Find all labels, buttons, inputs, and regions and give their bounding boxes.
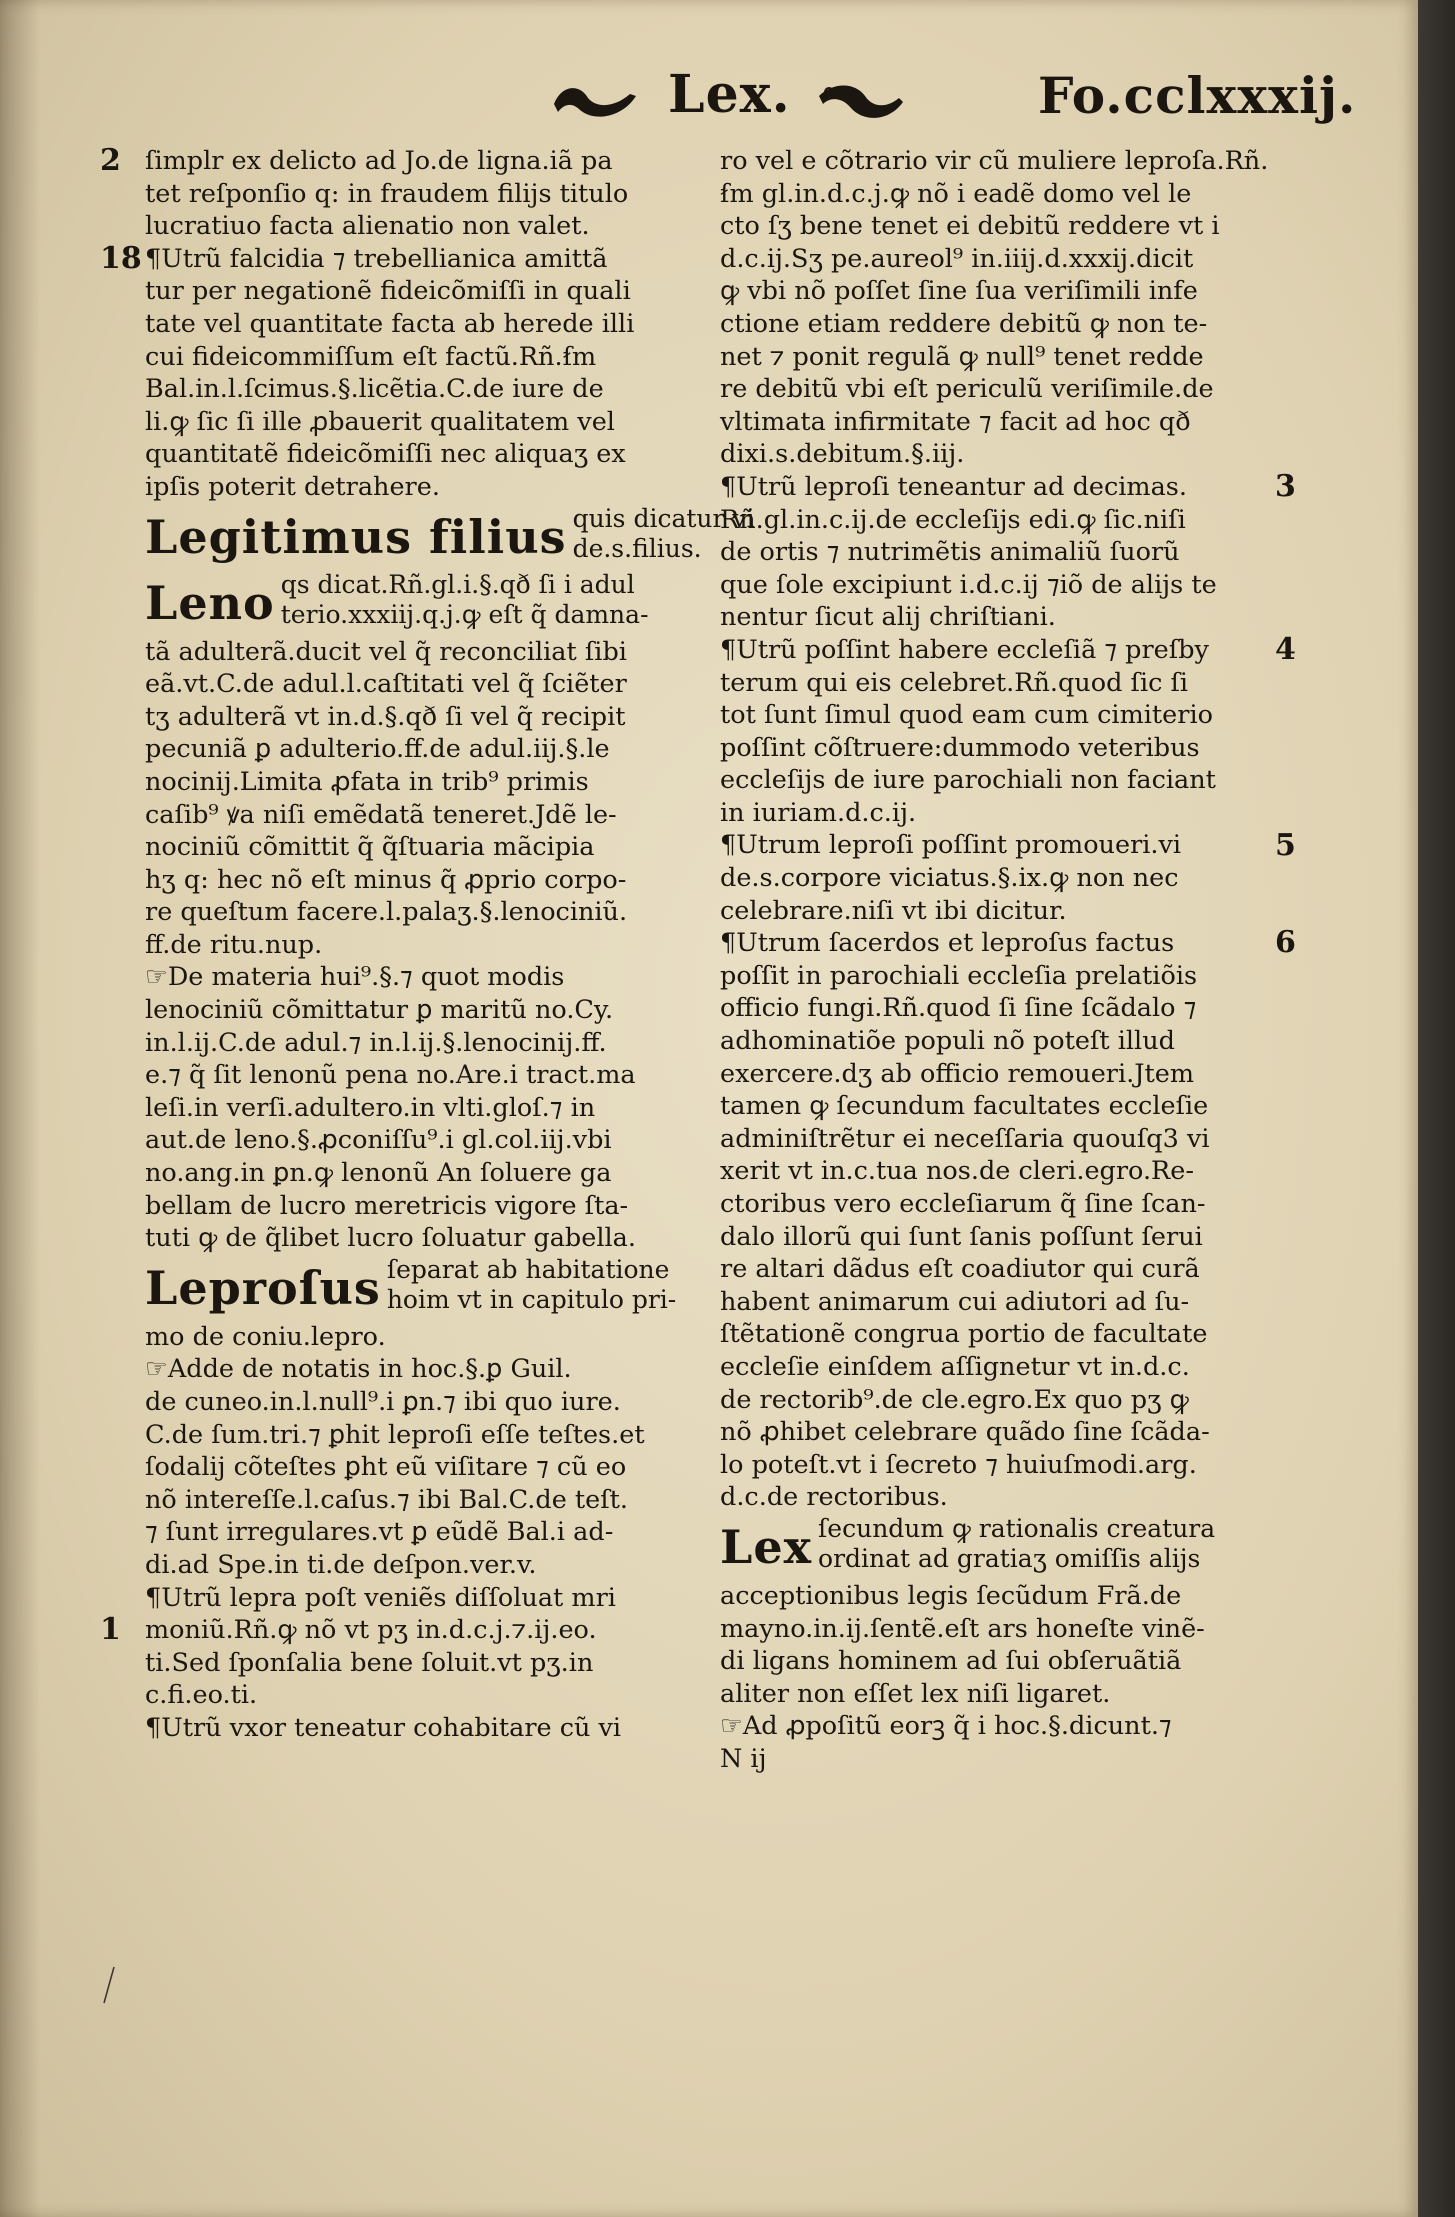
right-text-line: nentur ſicut alij chriſtiani. (720, 602, 1056, 633)
left-lemma-entry (145, 570, 695, 636)
left-text-line: mo de coniu.lepro. (145, 1321, 386, 1352)
right-text-line: tamen ꝙ ſecundum facultates eccleſie (720, 1091, 1209, 1122)
running-head (550, 60, 1050, 140)
left-text-line: re queſtum facere.l.palaʒ.§.lenociniũ. (145, 897, 628, 928)
right-text-line: ¶Utrum leproſi poſſint promoueri.vi (720, 830, 1182, 861)
left-text-line: ſodalij cõteſtes ꝑht eũ viſitare ⁊ cũ eo (145, 1452, 627, 1483)
right-text-line: aliter non eſſet lex niſi ligaret. (720, 1678, 1111, 1709)
right-text-line: ſtẽtationẽ congrua portio de facultate (720, 1319, 1208, 1350)
lemma-gloss-line: qs dicat.Rñ.gl.i.§.qð ſi i adul (280, 569, 635, 599)
left-text-line: C.de ſum.tri.⁊ ꝑhit leproſi eſſe teſtes.et (145, 1419, 645, 1450)
left-text-line: ¶Utrũ falcidia ⁊ trebellianica amittã (145, 243, 608, 274)
left-text-line: leſi.in verſi.adultero.in vlti.gloſ.⁊ in (145, 1092, 596, 1123)
right-text-line: officio fungi.Rñ.quod ſi ſine ſcãdalo ⁊ (720, 993, 1197, 1024)
margin-number: 2 (100, 143, 121, 178)
right-text-line: eccleſijs de iure parochiali non faciant (720, 765, 1216, 796)
right-text-line: ctoribus vero eccleſiarum q̃ ſine ſcan- (720, 1189, 1206, 1219)
lemma-gloss-line: terio.xxxiij.q.j.ꝙ eſt q̃ damna- (280, 599, 649, 629)
lemma-gloss-line: ordinat ad gratiaʒ omiſſis alijs (818, 1543, 1201, 1573)
left-text-line: pecuniã ꝑ adulterio.ff.de adul.iij.§.le (145, 734, 610, 765)
fleuron-ornament-left (550, 78, 640, 122)
left-text-line: e.⁊ q̃ ſit lenonũ pena no.Are.i tract.ma (145, 1060, 636, 1091)
lemma-gloss (387, 1255, 676, 1315)
right-text-line: acceptionibus legis ſecũdum Frã.de (720, 1580, 1182, 1611)
right-text-line: ẜm gl.in.d.c.j.ꝙ nõ i eadẽ domo vel le (720, 178, 1192, 209)
left-text-line: tuti ꝙ de q̃libet lucro ſoluatur gabella. (145, 1223, 636, 1254)
right-text-line: re altari dãdus eſt coadiutor qui curã (720, 1254, 1200, 1285)
lemma-headword: Leproſus (145, 1260, 381, 1315)
right-text-line: in iuriam.d.c.ij. (720, 797, 917, 828)
left-text-line: moniũ.Rñ.ꝙ nõ vt pʒ in.d.c.j.⁊.ij.eo. (145, 1615, 597, 1646)
lemma-gloss-line: quis dicatur vi (572, 503, 755, 533)
left-text-line: nõ intereſſe.l.caſus.⁊ ibi Bal.C.de teſt. (145, 1484, 629, 1515)
right-text-line: dalo illorũ qui ſunt ſanis poſſunt ſerui (720, 1221, 1203, 1252)
lemma-gloss-line: ſeparat ab habitatione (386, 1254, 670, 1284)
running-title: Lex. (668, 64, 791, 125)
right-text-line: que ſole excipiunt i.d.c.ij ⁊iõ de alijs te (720, 569, 1217, 600)
left-text-line: hʒ q: hec nõ eſt minus q̃ ꝓprio corpo- (145, 864, 627, 895)
lemma-headword: Lex (720, 1519, 813, 1574)
right-text-line: di ligans hominem ad ſui obſeruãtiã (720, 1646, 1182, 1677)
right-text-line: exercere.dʒ ab officio remoueri.Jtem (720, 1058, 1195, 1089)
left-text-line: tʒ adulterã vt in.d.§.qð ſi vel q̃ recipit (145, 701, 626, 732)
left-text-line: nociniũ cõmittit q̃ q̃ſtuaria mãcipia (145, 832, 595, 863)
margin-number: 3 (1275, 469, 1296, 504)
pen-stroke-mark (100, 1965, 120, 2005)
left-text-line: ti.Sed ſponſalia bene ſoluit.vt pʒ.in (145, 1647, 594, 1678)
left-lemma-entry (145, 1255, 695, 1321)
right-text-line: adminiſtrẽtur ei neceſſaria quouſq3 vi (720, 1123, 1210, 1154)
folio-number: Fo.cclxxxij. (1038, 66, 1357, 125)
right-text-line: net ⁊ ponit regulã ꝙ null⁹ tenet redde (720, 341, 1204, 372)
right-text-line: de.s.corpore viciatus.§.ix.ꝙ non nec (720, 863, 1179, 894)
left-text-line: ff.de ritu.nup. (145, 929, 323, 960)
left-text-line: ☞De materia hui⁹.§.⁊ quot modis (145, 962, 565, 993)
left-text-line: de cuneo.in.l.null⁹.i ꝑn.⁊ ibi quo iure. (145, 1387, 621, 1417)
lemma-gloss-line: de.s.filius. (572, 533, 702, 563)
margin-number: 5 (1275, 827, 1296, 863)
right-text-line: tot ſunt ſimul quod eam cum cimiterio (720, 700, 1213, 731)
right-text-line: de rectorib⁹.de cle.egro.Ex quo pʒ ꝙ (720, 1384, 1189, 1415)
right-text-line: ☞Ad ꝓpoſitũ eorꝫ q̃ i hoc.§.dicunt.⁊ (720, 1711, 1172, 1742)
left-text-line: nocinij.Limita ꝓfata in trib⁹ primis (145, 766, 589, 797)
left-text-column (145, 145, 755, 1745)
lemma-gloss-line: hoim vt in capitulo pri- (386, 1284, 677, 1314)
right-text-line: nõ ꝓhibet celebrare quãdo ſine ſcãda- (720, 1417, 1210, 1448)
fleuron-ornament-right (815, 78, 905, 122)
right-text-line: vltimata infirmitate ⁊ facit ad hoc qð (720, 406, 1191, 437)
right-text-line: terum qui eis celebret.Rñ.quod ſic ſi (720, 667, 1189, 698)
left-text-line: Bal.in.l.ſcimus.§.licẽtia.C.de iure de (145, 374, 604, 405)
right-text-line: poſſit in parochiali eccleſia prelatiõis (720, 960, 1198, 991)
right-text-line: re debitũ vbi eſt periculũ veriſimile.de (720, 374, 1214, 405)
right-text-line: d.c.ij.Sʒ pe.aureol⁹ in.iiij.d.xxxij.dicit (720, 243, 1194, 274)
right-text-line: ¶Utrũ leproſi teneantur ad decimas. (720, 471, 1187, 502)
left-lemma-entry (145, 503, 755, 570)
right-text-line: ¶Utrũ poſſint habere eccleſiã ⁊ preſby (720, 634, 1209, 665)
left-text-line: no.ang.in ꝑn.ꝙ lenonũ An ſoluere ga (145, 1158, 612, 1189)
left-text-line: lucratiuo facta alienatio non valet. (145, 211, 590, 242)
gutter-shadow (0, 0, 40, 2217)
right-text-line: eccleſie einſdem aſſignetur vt in.d.c. (720, 1351, 1190, 1382)
left-text-line: ¶Utrũ vxor teneatur cohabitare cũ vi (145, 1712, 622, 1743)
left-text-line: quantitatẽ fideicõmiſſi nec aliquaʒ ex (145, 439, 626, 470)
left-text-line: cui fideicommiſſum eſt factũ.Rñ.ẜm (145, 341, 597, 372)
margin-number: 1 (100, 1612, 121, 1648)
right-text-line: adhominatiõe populi nõ poteſt illud (720, 1026, 1175, 1057)
lemma-gloss (818, 1514, 1215, 1574)
right-text-line: mayno.in.ij.ſentẽ.eſt ars honeſte vinẽ- (720, 1613, 1205, 1644)
right-text-line: ꝙ vbi nõ poſſet ſine ſua veriſimili infe (720, 276, 1198, 307)
right-text-line: ro vel e cõtrario vir cũ muliere leproſa.Rñ. (720, 146, 1269, 176)
left-text-line: caſib⁹ ꝟa niſi emẽdatã teneret.Jdẽ le- (145, 799, 617, 830)
lemma-gloss (281, 570, 649, 630)
right-text-line: de ortis ⁊ nutrimẽtis animaliũ ſuorũ (720, 537, 1180, 568)
right-text-line: dixi.s.debitum.§.iij. (720, 439, 965, 470)
right-text-line: cto ſʒ bene tenet ei debitũ reddere vt i (720, 211, 1220, 242)
lemma-headword: Legitimus filius (145, 509, 567, 564)
lemma-headword: Leno (145, 575, 275, 630)
left-text-line: ⁊ ſunt irregulares.vt ꝑ eũdẽ Bal.i ad- (145, 1517, 614, 1548)
left-text-line: tur per negationẽ fideicõmiſſi in quali (145, 276, 631, 307)
left-text-line: eã.vt.C.de adul.l.caſtitati vel q̃ ſciẽter (145, 669, 627, 700)
left-text-line: tet reſponſio q: in fraudem filijs titulo (145, 178, 629, 209)
left-text-line: c.fi.eo.ti. (145, 1680, 258, 1711)
margin-number: 6 (1275, 925, 1296, 961)
left-text-line: ☞Adde de notatis in hoc.§.ꝑ Guil. (145, 1354, 572, 1385)
right-text-line: ¶Utrum ſacerdos et leproſus factus (720, 928, 1175, 959)
left-text-line: tã adulterã.ducit vel q̃ reconciliat ſibi (145, 636, 627, 667)
left-text-line: aut.de leno.§.ꝓconiſſu⁹.i gl.col.iij.vbi (145, 1125, 612, 1156)
right-text-line: N ij (720, 1743, 767, 1774)
right-text-line: poſſint cõſtruere:dummodo veteribus (720, 732, 1200, 763)
right-lemma-entry (720, 1514, 1270, 1580)
right-text-line: ctione etiam reddere debitũ ꝙ non te- (720, 308, 1208, 339)
right-text-line: lo poteſt.vt i ſecreto ⁊ huiuſmodi.arg. (720, 1449, 1197, 1480)
right-text-line: celebrare.niſi vt ibi dicitur. (720, 895, 1067, 926)
left-text-line: di.ad Spe.in ti.de deſpon.ver.v. (145, 1549, 537, 1580)
left-text-line: li.ꝙ ſic ſi ille ꝓbauerit qualitatem vel (145, 406, 615, 437)
right-text-line: Rñ.gl.in.c.ij.de eccleſijs edi.ꝙ ſic.niſi (720, 504, 1186, 535)
lemma-gloss-line: ſecundum ꝙ rationalis creatura (818, 1513, 1216, 1543)
right-text-line: xerit vt in.c.tua nos.de cleri.egro.Re- (720, 1156, 1194, 1187)
left-text-line: tate vel quantitate facta ab herede illi (145, 308, 635, 339)
left-text-line: ¶Utrũ lepra poſt veniẽs diſſoluat mri (145, 1582, 616, 1613)
right-text-line: habent animarum cui adiutori ad ſu- (720, 1286, 1190, 1317)
left-text-line: ſimplr ex delicto ad Jo.de ligna.iã pa (145, 146, 613, 176)
left-text-line: ipſis poterit detrahere. (145, 471, 440, 502)
right-text-line: d.c.de rectoribus. (720, 1482, 948, 1513)
left-text-line: bellam de lucro meretricis vigore ſta- (145, 1190, 629, 1221)
right-text-column (720, 145, 1270, 1776)
margin-number: 4 (1275, 632, 1296, 667)
left-text-line: in.l.ij.C.de adul.⁊ in.l.ij.§.lenocinij.ff. (145, 1027, 607, 1058)
left-text-line: lenociniũ cõmittatur ꝑ maritũ no.Cy. (145, 995, 614, 1026)
margin-number: 18 (100, 240, 142, 276)
